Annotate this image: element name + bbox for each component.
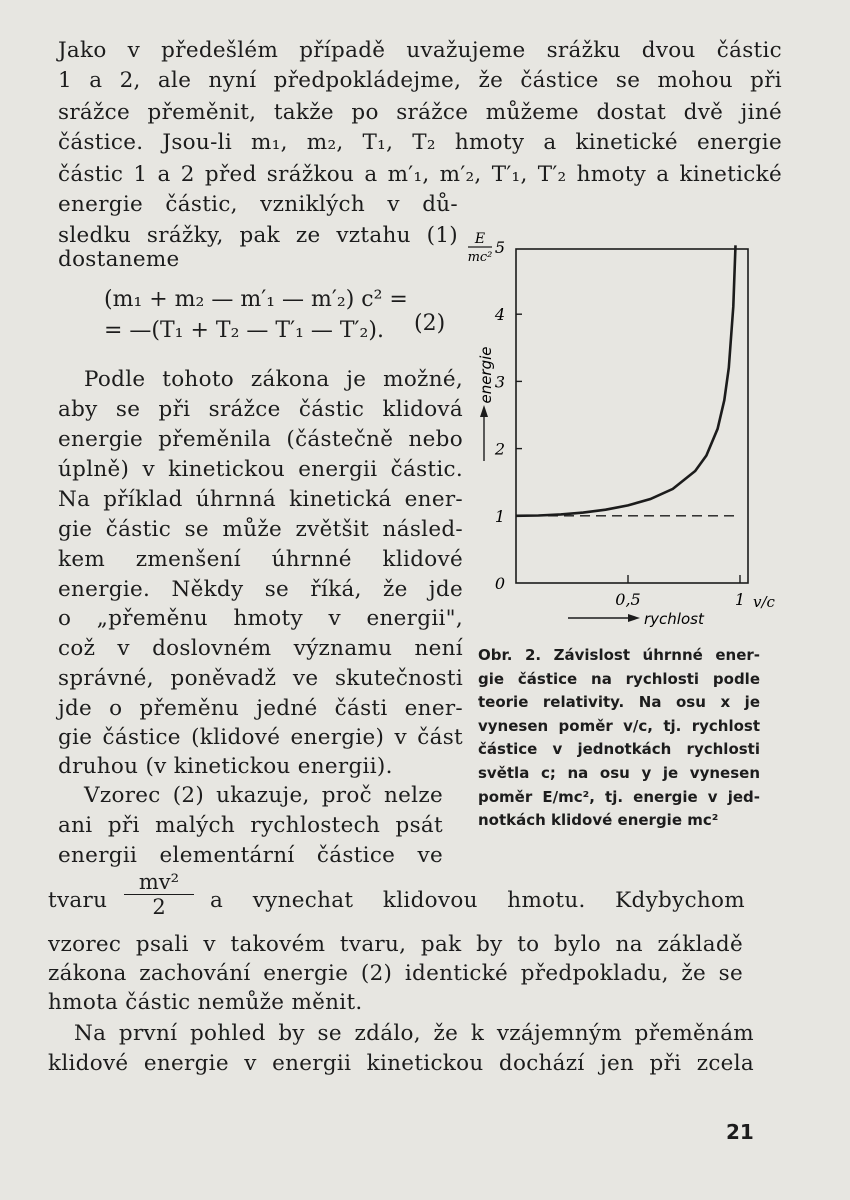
x-axis-arrowhead [628, 614, 640, 622]
y-fraction-numerator: E [474, 231, 486, 247]
y-tick-label: 1 [494, 506, 506, 526]
text-line: a vynechat klidovou hmotu. Kdybychom [210, 888, 745, 913]
text-line: Na příklad úhrnná kinetická ener- [58, 487, 463, 512]
y-tick-label: 5 [494, 238, 506, 257]
equation-label: (2) [414, 311, 446, 336]
caption-line: gie částice na rychlosti podle [478, 669, 760, 688]
equation-line-1: (m₁ + m₂ — m′₁ — m′₂) c² = [104, 287, 408, 312]
caption-line: poměr E/mc², tj. energie v jed- [478, 787, 760, 806]
text-line: správné, poněvadž ve skutečnosti [58, 666, 463, 691]
x-tick-label: 0,5 [615, 590, 641, 609]
x-unit-label: v/c [753, 593, 775, 611]
figure-caption [478, 644, 760, 833]
text-line: částice. Jsou-li m₁, m₂, T₁, T₂ hmoty a kinetické energie [58, 130, 782, 155]
caption-line: částice v jednotkách rychlosti [478, 740, 760, 759]
text-line: hmota částic nemůže měnit. [48, 990, 363, 1015]
text-line: tvaru [48, 888, 108, 913]
energy-curve [516, 245, 736, 516]
text-line: což v doslovném významu není [58, 636, 463, 661]
text-line: gie částice (klidové energie) v část [58, 725, 463, 750]
text-line: sledku srážky, pak ze vztahu (1) [58, 223, 458, 248]
text-line: zákona zachování energie (2) identické předpokladu, že se [48, 961, 743, 986]
text-line: vzorec psali v takovém tvaru, pak by to bylo na základě [48, 932, 743, 957]
text-line: o „přeměnu hmoty v energii", [58, 606, 463, 631]
y-axis-arrowhead [480, 405, 488, 417]
caption-line: vynesen poměr v/c, tj. rychlost [478, 716, 760, 735]
fraction-denominator: 2 [152, 895, 166, 919]
caption-line: teorie relativity. Na osu x je [478, 693, 760, 712]
y-tick-label: 3 [494, 372, 506, 392]
text-line: ani při malých rychlostech psát [58, 813, 443, 838]
text-line: energie částic, vzniklých v dů- [58, 192, 458, 217]
text-line: gie částic se může zvětšit násled- [58, 517, 463, 542]
text-line: jde o přeměnu jedné části ener- [58, 696, 463, 721]
text-line: energie. Někdy se říká, že jde [58, 577, 463, 602]
text-line: úplně) v kinetickou energii částic. [58, 457, 463, 482]
text-line: částic 1 a 2 před srážkou a m′₁, m′₂, T′₁, T′₂ hmoty a kinetické [58, 162, 782, 187]
text-line: Podle tohoto zákona je možné, [84, 367, 463, 392]
energy-velocity-chart [440, 225, 800, 635]
text-line: Jako v předešlém případě uvažujeme srážku dvou částic [58, 38, 782, 63]
fraction-mv2-over-2 [124, 870, 194, 919]
text-line: Vzorec (2) ukazuje, proč nelze [84, 783, 443, 808]
caption-line: notkách klidové energie mc² [478, 811, 719, 830]
x-tick-label: 1 [734, 590, 746, 609]
text-line: aby se při srážce částic klidová [58, 397, 463, 422]
text-line: energie přeměnila (částečně nebo [58, 427, 463, 452]
caption-line: Obr. 2. Závislost úhrnné ener- [478, 646, 760, 664]
text-line: klidové energie v energii kinetickou dochází jen při zcela [48, 1051, 754, 1076]
y-tick-label: 4 [494, 305, 506, 325]
text-line: dostaneme [58, 247, 180, 272]
text-line: energii elementární částice ve [58, 843, 443, 868]
caption-line: světla c; na osu y je vynesen [478, 763, 760, 782]
text-line: kem zmenšení úhrnné klidové [58, 547, 463, 572]
text-line: Na první pohled by se zdálo, že k vzájemným přeměnám [74, 1021, 754, 1046]
x-axis-label: rychlost [644, 610, 704, 628]
page-number: 21 [726, 1120, 754, 1144]
text-line: srážce přeměnit, takže po srážce můžeme dostat dvě jiné [58, 100, 782, 125]
y-fraction-denominator: mc² [467, 250, 493, 265]
text-line: 1 a 2, ale nyní předpokládejme, že částice se mohou při [58, 68, 782, 93]
y-axis-label: energie [477, 346, 495, 404]
plot-frame [516, 249, 748, 583]
equation-line-2: = —(T₁ + T₂ — T′₁ — T′₂). [104, 318, 384, 343]
text-line: druhou (v kinetickou energii). [58, 754, 393, 779]
fraction-numerator: mv² [124, 870, 194, 895]
y-tick-label: 0 [494, 574, 506, 593]
y-tick-label: 2 [494, 439, 506, 459]
